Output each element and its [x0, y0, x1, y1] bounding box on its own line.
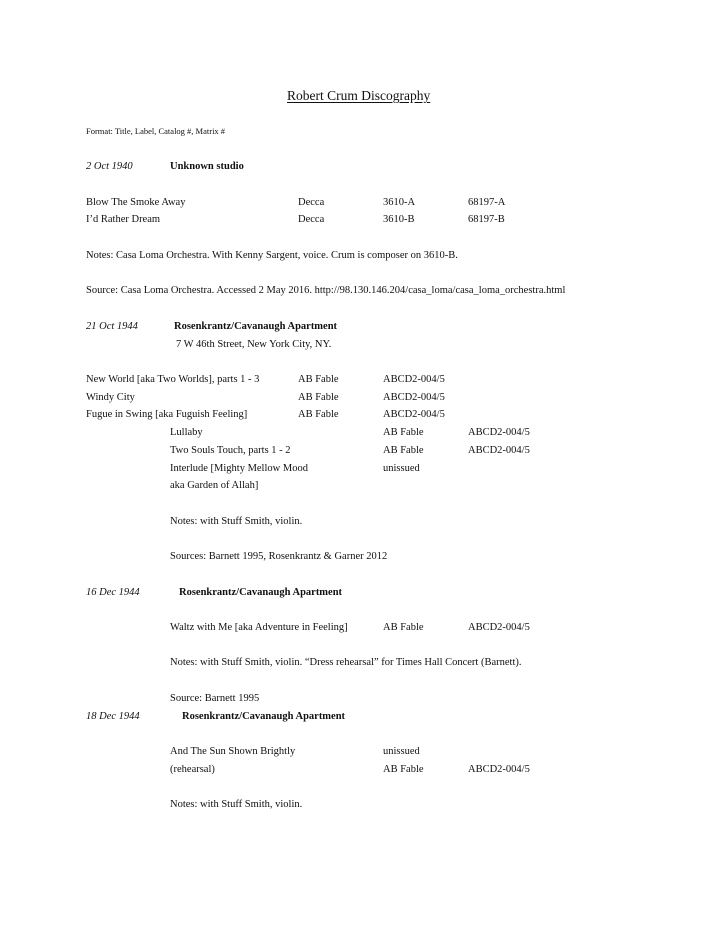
track-label: Decca — [298, 214, 325, 225]
session-date: 2 Oct 1940 — [86, 161, 133, 172]
track-catalog: ABCD2-004/5 — [468, 622, 530, 633]
track-title: Interlude [Mighty Mellow Mood — [170, 463, 308, 474]
session-location: Rosenkrantz/Cavanaugh Apartment — [182, 711, 346, 722]
track-catalog: ABCD2-004/5 — [383, 374, 445, 385]
session-source: Source: Casa Loma Orchestra. Accessed 2 May 2016. http://98.130.146.204/casa_loma/casa_loma_orchestra.html — [86, 285, 566, 296]
session-notes: Notes: with Stuff Smith, violin. — [170, 516, 303, 527]
track-title: Lullaby — [170, 427, 203, 438]
session-source: Sources: Barnett 1995, Rosenkrantz & Garner 2012 — [170, 551, 388, 562]
track-catalog: ABCD2-004/5 — [468, 427, 530, 438]
track-label: AB Fable — [383, 622, 424, 633]
track-matrix: 68197-B — [468, 214, 505, 225]
track-label: AB Fable — [383, 764, 424, 775]
track-catalog: 3610-B — [383, 214, 415, 225]
track-title: Waltz with Me [aka Adventure in Feeling] — [170, 622, 348, 633]
track-label: unissued — [383, 746, 420, 757]
track-title-continued: aka Garden of Allah] — [170, 480, 259, 491]
session-date: 16 Dec 1944 — [86, 587, 140, 598]
track-catalog: ABCD2-004/5 — [383, 392, 445, 403]
session-date: 21 Oct 1944 — [86, 321, 138, 332]
track-title: Fugue in Swing [aka Fuguish Feeling] — [86, 409, 248, 420]
track-catalog: ABCD2-004/5 — [468, 445, 530, 456]
track-label: AB Fable — [298, 374, 339, 385]
track-label: AB Fable — [383, 427, 424, 438]
track-title: Two Souls Touch, parts 1 - 2 — [170, 445, 291, 456]
track-matrix: 68197-A — [468, 197, 506, 208]
session-date: 18 Dec 1944 — [86, 711, 140, 722]
track-title: Blow The Smoke Away — [86, 197, 186, 208]
track-catalog: 3610-A — [383, 197, 416, 208]
track-title: I’d Rather Dream — [86, 214, 161, 225]
track-label: AB Fable — [298, 409, 339, 420]
session-source: Source: Barnett 1995 — [170, 693, 260, 704]
track-title: New World [aka Two Worlds], parts 1 - 3 — [86, 374, 260, 385]
track-title: (rehearsal) — [170, 764, 215, 775]
session-notes: Notes: with Stuff Smith, violin. — [170, 799, 303, 810]
page-title: Robert Crum Discography — [287, 88, 431, 103]
format-line: Format: Title, Label, Catalog #, Matrix # — [86, 126, 226, 136]
track-label: AB Fable — [383, 445, 424, 456]
track-title: And The Sun Shown Brightly — [170, 746, 296, 757]
session-address: 7 W 46th Street, New York City, NY. — [176, 339, 332, 350]
session-location: Rosenkrantz/Cavanaugh Apartment — [179, 587, 343, 598]
session-notes: Notes: with Stuff Smith, violin. “Dress rehearsal” for Times Hall Concert (Barnett). — [170, 657, 522, 668]
track-label: unissued — [383, 463, 420, 474]
track-label: Decca — [298, 197, 325, 208]
session-location: Rosenkrantz/Cavanaugh Apartment — [174, 321, 338, 332]
session-location: Unknown studio — [170, 161, 244, 172]
track-title: Windy City — [86, 392, 135, 403]
session-notes: Notes: Casa Loma Orchestra. With Kenny Sargent, voice. Crum is composer on 3610-B. — [86, 250, 458, 261]
track-catalog: ABCD2-004/5 — [468, 764, 530, 775]
track-label: AB Fable — [298, 392, 339, 403]
track-catalog: ABCD2-004/5 — [383, 409, 445, 420]
